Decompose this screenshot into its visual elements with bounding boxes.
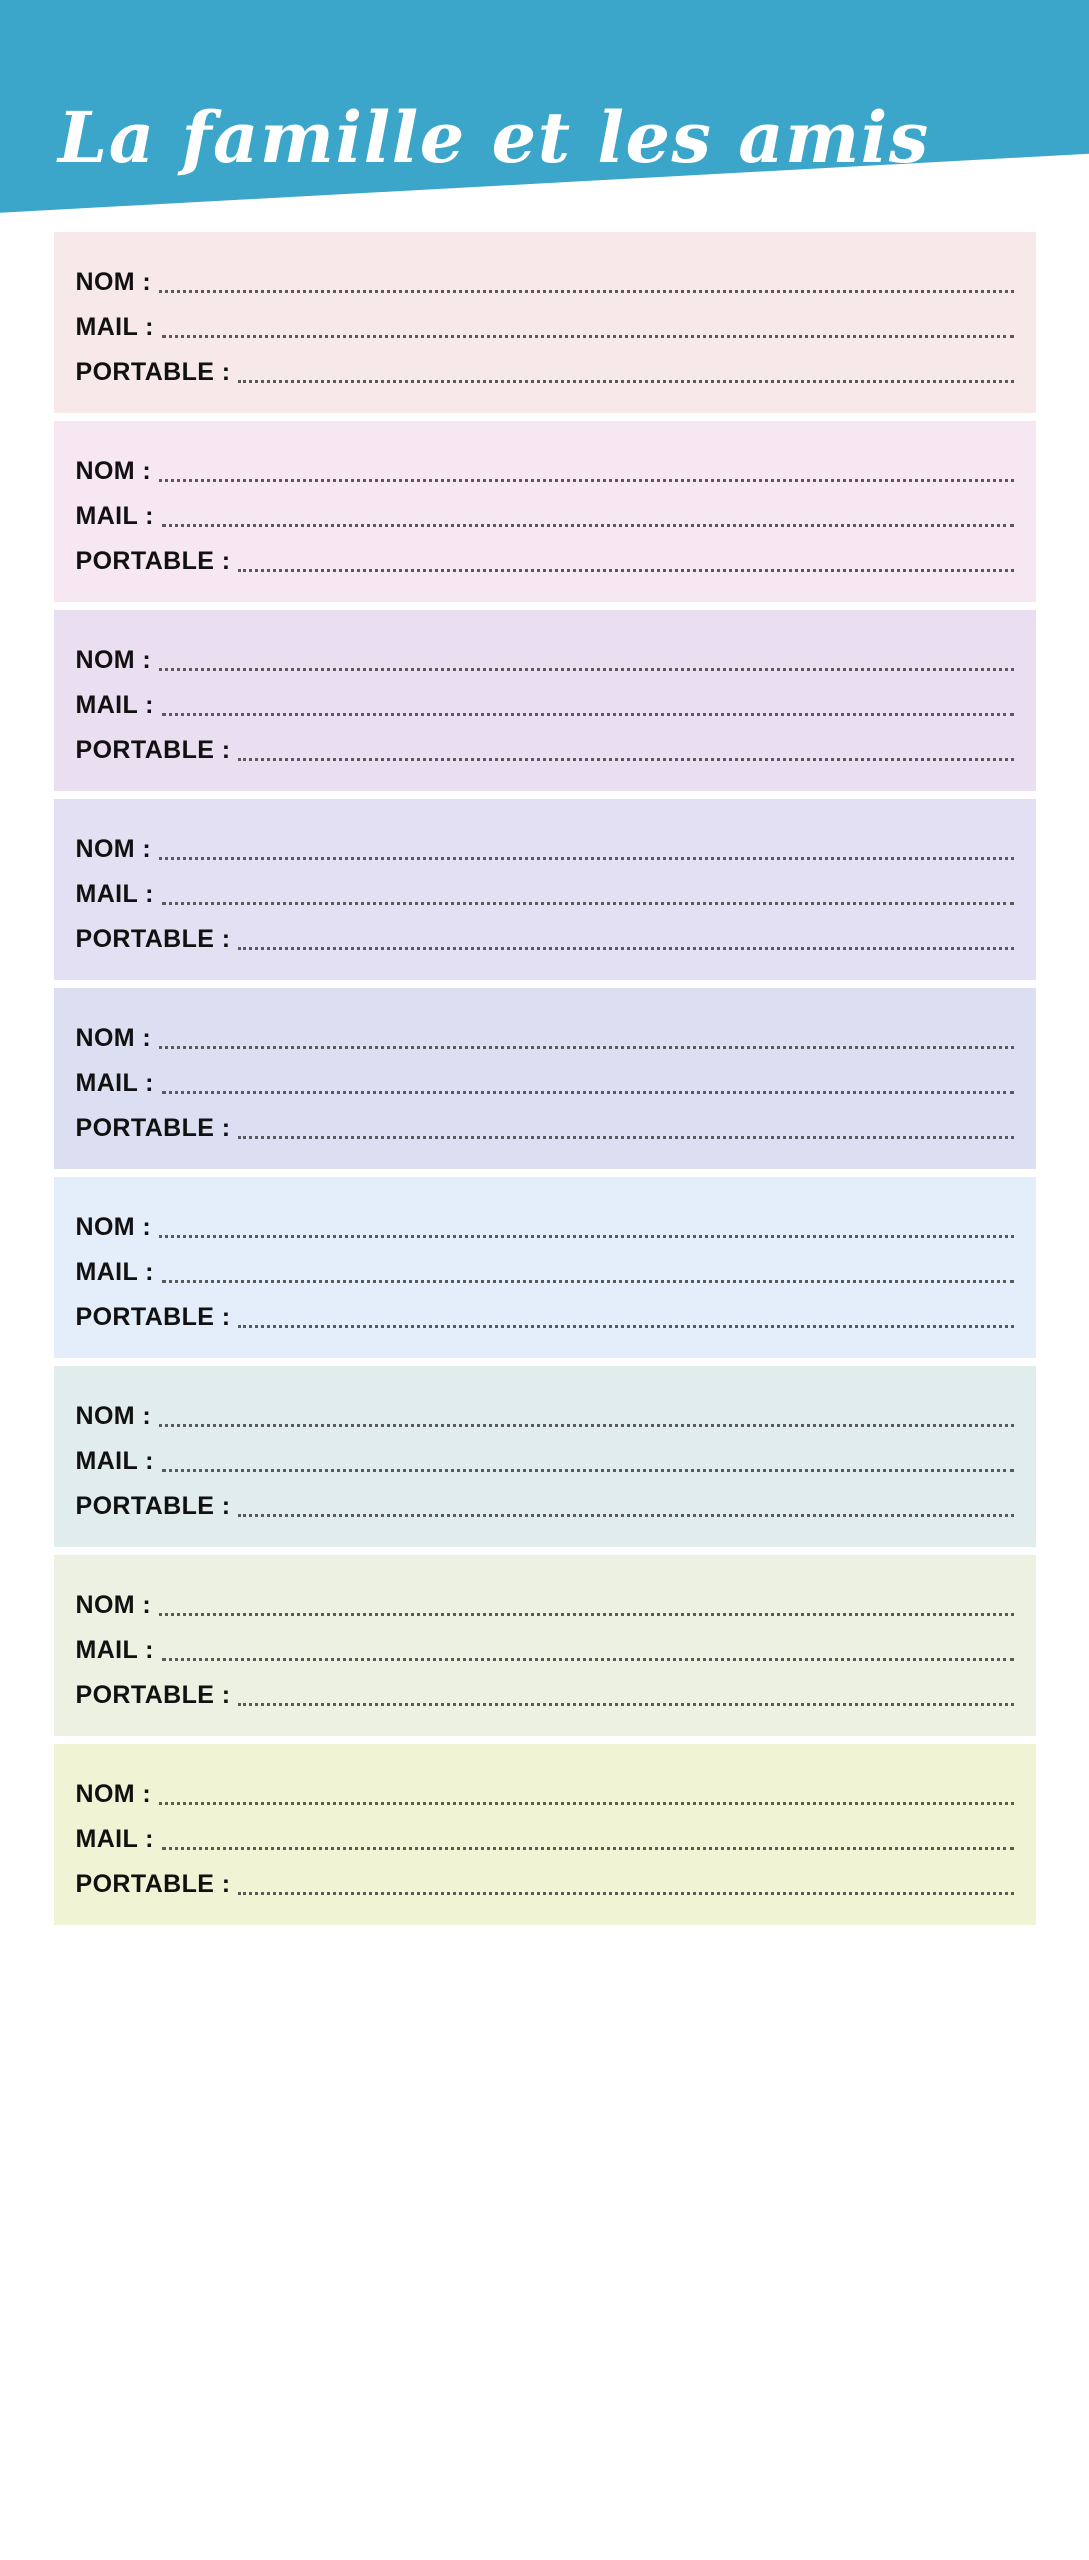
contact-mobile-row bbox=[76, 1104, 1014, 1149]
contact-mobile-input[interactable] bbox=[238, 1513, 1013, 1517]
contact-name-row bbox=[76, 825, 1014, 870]
contact-name-row bbox=[76, 258, 1014, 303]
contact-name-row bbox=[76, 1770, 1014, 1815]
contact-mail-input[interactable] bbox=[162, 1846, 1014, 1850]
contact-card bbox=[54, 1555, 1036, 1736]
contact-name-row bbox=[76, 1581, 1014, 1626]
contact-name-input[interactable] bbox=[159, 667, 1013, 671]
contact-mobile-input[interactable] bbox=[238, 379, 1013, 383]
contact-mail-label: MAIL : bbox=[75, 1069, 154, 1097]
contact-mobile-label: PORTABLE : bbox=[75, 1303, 231, 1331]
contact-card bbox=[54, 1177, 1036, 1358]
contact-mail-label: MAIL : bbox=[75, 1825, 154, 1853]
contact-mobile-input[interactable] bbox=[238, 1891, 1013, 1895]
contact-mail-input[interactable] bbox=[162, 1468, 1014, 1472]
contact-name-row bbox=[76, 1392, 1014, 1437]
contact-mobile-row bbox=[76, 348, 1014, 393]
contact-card bbox=[54, 1366, 1036, 1547]
contact-name-label: NOM : bbox=[75, 1591, 152, 1619]
contact-mail-row bbox=[76, 1815, 1014, 1860]
contact-mail-input[interactable] bbox=[162, 523, 1014, 527]
contact-name-input[interactable] bbox=[159, 1612, 1013, 1616]
contact-card-list bbox=[0, 232, 1089, 1933]
contact-mobile-label: PORTABLE : bbox=[75, 736, 231, 764]
contact-card bbox=[54, 799, 1036, 980]
contact-name-row bbox=[76, 1014, 1014, 1059]
contact-card bbox=[54, 232, 1036, 413]
contact-mail-input[interactable] bbox=[162, 901, 1014, 905]
contact-mobile-row bbox=[76, 1671, 1014, 1716]
contact-mail-row bbox=[76, 492, 1014, 537]
contact-mail-input[interactable] bbox=[162, 1279, 1014, 1283]
contact-mail-input[interactable] bbox=[162, 334, 1014, 338]
contact-mobile-input[interactable] bbox=[238, 1324, 1013, 1328]
contact-name-input[interactable] bbox=[159, 1045, 1013, 1049]
contact-mail-input[interactable] bbox=[162, 1090, 1014, 1094]
contact-mail-input[interactable] bbox=[162, 712, 1014, 716]
contact-mobile-label: PORTABLE : bbox=[75, 1681, 231, 1709]
contact-name-row bbox=[76, 447, 1014, 492]
contact-mobile-input[interactable] bbox=[238, 1135, 1013, 1139]
contact-name-label: NOM : bbox=[75, 1402, 152, 1430]
contact-name-input[interactable] bbox=[159, 1801, 1013, 1805]
contact-name-row bbox=[76, 1203, 1014, 1248]
contact-mail-label: MAIL : bbox=[75, 691, 154, 719]
contact-mobile-label: PORTABLE : bbox=[75, 1870, 231, 1898]
contact-mail-row bbox=[76, 870, 1014, 915]
contact-mail-row bbox=[76, 1437, 1014, 1482]
contact-mail-row bbox=[76, 681, 1014, 726]
contact-mail-input[interactable] bbox=[162, 1657, 1014, 1661]
contact-mail-row bbox=[76, 1248, 1014, 1293]
contact-mobile-row bbox=[76, 1860, 1014, 1905]
contact-mobile-input[interactable] bbox=[238, 568, 1013, 572]
contact-card bbox=[54, 1744, 1036, 1925]
contact-name-input[interactable] bbox=[159, 478, 1013, 482]
contact-mail-label: MAIL : bbox=[75, 880, 154, 908]
contact-card bbox=[54, 421, 1036, 602]
contact-mail-label: MAIL : bbox=[75, 1447, 154, 1475]
contact-mobile-label: PORTABLE : bbox=[75, 1492, 231, 1520]
contact-mobile-label: PORTABLE : bbox=[75, 925, 231, 953]
contact-mail-label: MAIL : bbox=[75, 1636, 154, 1664]
contact-mail-label: MAIL : bbox=[75, 502, 154, 530]
contact-mail-row bbox=[76, 1626, 1014, 1671]
contact-mail-label: MAIL : bbox=[75, 313, 154, 341]
contact-mail-row bbox=[76, 303, 1014, 348]
contact-mobile-label: PORTABLE : bbox=[75, 547, 231, 575]
contact-name-input[interactable] bbox=[159, 1234, 1013, 1238]
contact-name-label: NOM : bbox=[75, 1780, 152, 1808]
contact-name-input[interactable] bbox=[159, 1423, 1013, 1427]
contact-card bbox=[54, 988, 1036, 1169]
contact-name-row bbox=[76, 636, 1014, 681]
contact-name-input[interactable] bbox=[159, 856, 1013, 860]
contact-name-label: NOM : bbox=[75, 646, 152, 674]
contact-mobile-input[interactable] bbox=[238, 757, 1013, 761]
page-title: La famille et les amis bbox=[58, 96, 930, 179]
contact-mobile-row bbox=[76, 1482, 1014, 1527]
contact-name-label: NOM : bbox=[75, 1024, 152, 1052]
contact-mobile-input[interactable] bbox=[238, 946, 1013, 950]
contact-name-label: NOM : bbox=[75, 268, 152, 296]
contact-mail-label: MAIL : bbox=[75, 1258, 154, 1286]
contact-mobile-label: PORTABLE : bbox=[75, 358, 231, 386]
contact-card bbox=[54, 610, 1036, 791]
contact-name-label: NOM : bbox=[75, 1213, 152, 1241]
contact-mobile-row bbox=[76, 915, 1014, 960]
contact-mobile-row bbox=[76, 537, 1014, 582]
contact-mobile-input[interactable] bbox=[238, 1702, 1013, 1706]
contact-mail-row bbox=[76, 1059, 1014, 1104]
contact-name-label: NOM : bbox=[75, 457, 152, 485]
contact-name-input[interactable] bbox=[159, 289, 1013, 293]
contact-name-label: NOM : bbox=[75, 835, 152, 863]
contact-mobile-row bbox=[76, 1293, 1014, 1338]
contact-mobile-row bbox=[76, 726, 1014, 771]
contact-mobile-label: PORTABLE : bbox=[75, 1114, 231, 1142]
